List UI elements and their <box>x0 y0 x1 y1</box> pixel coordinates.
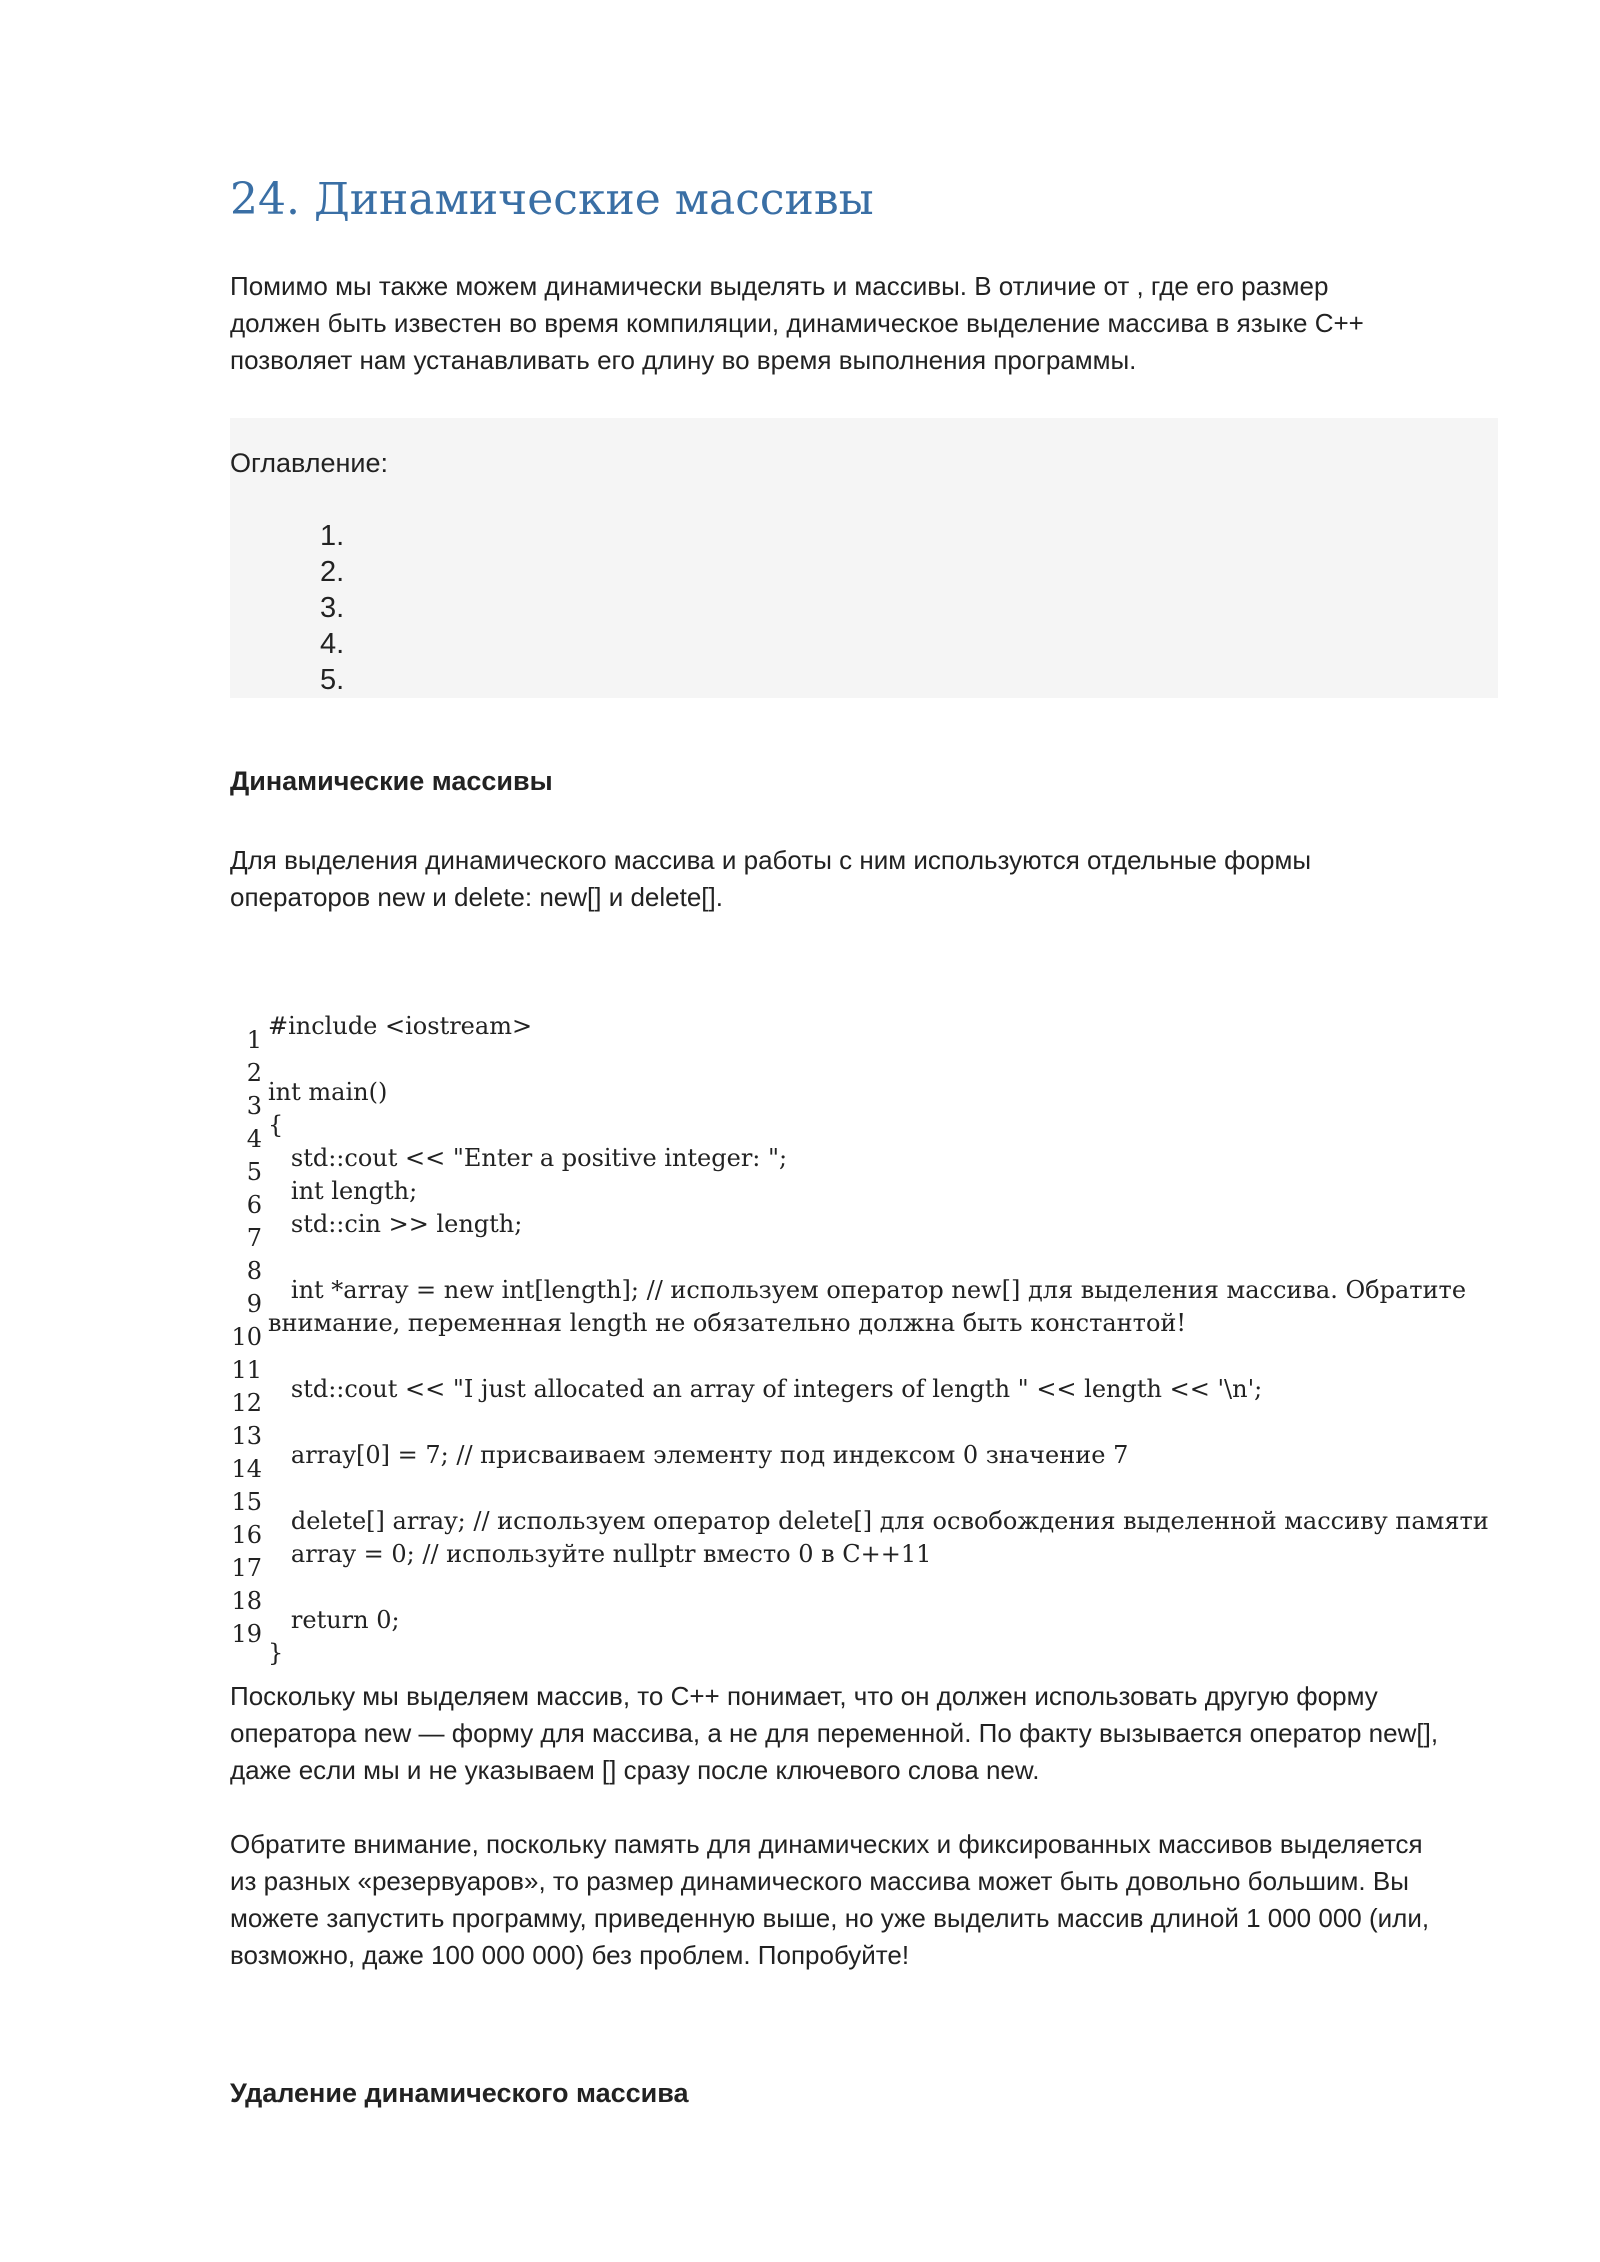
note-line: из разных «резервуаров», то размер динамического массива может быть довольно большим. Вы <box>230 1866 1409 1896</box>
line-number: 17 <box>231 1554 262 1582</box>
line-number: 16 <box>231 1521 262 1549</box>
line-number: 12 <box>231 1389 262 1417</box>
line-number: 1 <box>246 1026 262 1054</box>
line-number: 6 <box>246 1191 262 1219</box>
line-number: 10 <box>231 1323 262 1351</box>
code-line: delete[] array; // используем оператор delete[] для освобождения выделенной массиву памяти <box>268 1507 1489 1535</box>
code-line: int *array = new int[length]; // используем оператор new[] для выделения массива. Обратите <box>268 1276 1467 1304</box>
code-line <box>268 1043 1489 1076</box>
line-number: 13 <box>231 1422 262 1450</box>
toc-item[interactable]: 5. <box>320 664 345 696</box>
note-paragraph <box>230 1826 1500 1974</box>
code-line: array = 0; // используйте nullptr вместо 0 в C++11 <box>268 1540 932 1568</box>
code-line: std::cout << "Enter a positive integer: "; <box>268 1144 788 1172</box>
code-line: #include <iostream> <box>268 1012 533 1040</box>
line-number: 9 <box>246 1290 262 1318</box>
intro-line: Помимо мы также можем динамически выделять и массивы. В отличие от , где его размер <box>230 271 1329 301</box>
code-line <box>268 1406 1489 1439</box>
code-line: } <box>268 1639 284 1667</box>
explanation-line: Поскольку мы выделяем массив, то C++ понимает, что он должен использовать другую форму <box>230 1681 1378 1711</box>
section1-paragraph <box>230 842 1500 916</box>
code-line: { <box>268 1111 284 1139</box>
intro-line: должен быть известен во время компиляции, динамическое выделение массива в языке C++ <box>230 308 1364 338</box>
explanation-line: оператора new — форму для массива, а не для переменной. По факту вызывается оператор new[], <box>230 1718 1439 1748</box>
line-number: 2 <box>246 1059 262 1087</box>
line-number: 7 <box>246 1224 262 1252</box>
line-number: 19 <box>231 1620 262 1648</box>
section-heading-dynamic-arrays: Динамические массивы <box>230 766 553 796</box>
line-number: 18 <box>231 1587 262 1615</box>
code-line: int main() <box>268 1078 388 1106</box>
toc-title: Оглавление: <box>230 448 389 478</box>
code-line <box>268 1472 1489 1505</box>
explanation-line: даже если мы и не указываем [] сразу после ключевого слова new. <box>230 1755 1040 1785</box>
toc-item[interactable]: 4. <box>320 628 345 660</box>
section1-line: операторов new и delete: new[] и delete[]. <box>230 882 723 912</box>
code-line <box>268 1571 1489 1604</box>
toc-list <box>320 518 344 698</box>
note-line: можете запустить программу, приведенную выше, но уже выделить массив длиной 1 000 000 (или, <box>230 1903 1430 1933</box>
line-number: 4 <box>246 1125 262 1153</box>
section1-line: Для выделения динамического массива и работы с ним используются отдельные формы <box>230 845 1312 875</box>
line-number: 15 <box>231 1488 262 1516</box>
toc-item[interactable]: 1. <box>320 520 345 552</box>
intro-paragraph <box>230 268 1500 379</box>
section-heading-delete-array: Удаление динамического массива <box>230 2078 689 2108</box>
note-line: Обратите внимание, поскольку память для динамических и фиксированных массивов выделяется <box>230 1829 1423 1859</box>
toc-item[interactable]: 3. <box>320 592 345 624</box>
line-number: 11 <box>231 1356 262 1384</box>
code-line: std::cin >> length; <box>268 1210 523 1238</box>
line-number: 5 <box>246 1158 262 1186</box>
line-number: 3 <box>246 1092 262 1120</box>
code-line: внимание, переменная length не обязательно должна быть константой! <box>268 1309 1187 1337</box>
note-line: возможно, даже 100 000 000) без проблем. Попробуйте! <box>230 1940 910 1970</box>
code-line <box>268 1340 1489 1373</box>
line-number-gutter <box>230 1024 262 1651</box>
code-line <box>268 1241 1489 1274</box>
line-number: 8 <box>246 1257 262 1285</box>
page-title: 24. Динамические массивы <box>230 174 874 225</box>
explanation-paragraph <box>230 1678 1500 1789</box>
line-number: 14 <box>231 1455 262 1483</box>
code-line: int length; <box>268 1177 418 1205</box>
table-of-contents <box>230 418 1498 698</box>
code-line: std::cout << "I just allocated an array of integers of length " << length << '\n'; <box>268 1375 1263 1403</box>
intro-line: позволяет нам устанавливать его длину во время выполнения программы. <box>230 345 1137 375</box>
code-block <box>230 1010 1530 1680</box>
code-line: array[0] = 7; // присваиваем элементу под индексом 0 значение 7 <box>268 1441 1129 1469</box>
code-lines <box>268 1010 1489 1670</box>
code-line: return 0; <box>268 1606 400 1634</box>
toc-item[interactable]: 2. <box>320 556 345 588</box>
